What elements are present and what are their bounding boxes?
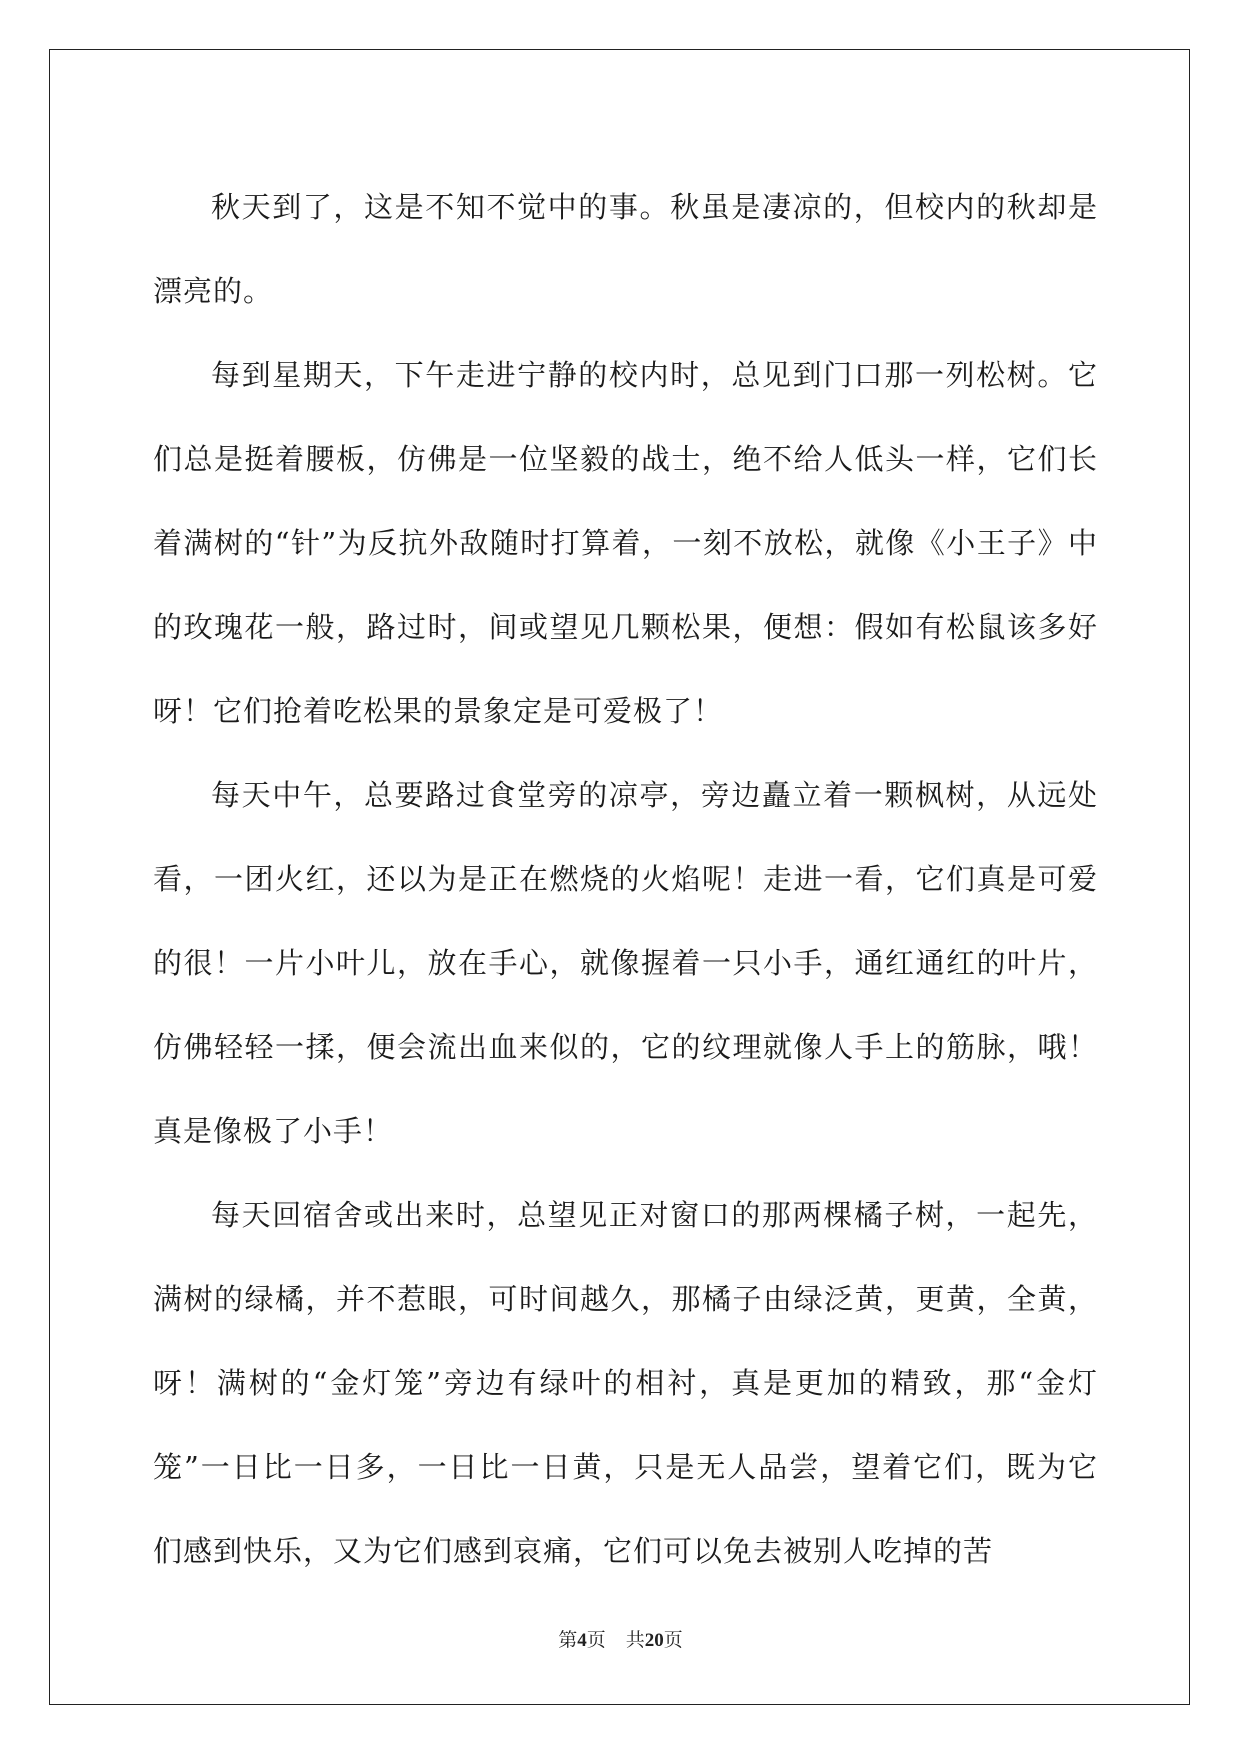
paragraph-4: 每天回宿舍或出来时，总望见正对窗口的那两棵橘子树，一起先，满树的绿橘，并不惹眼，可时间越久，那橘子由绿泛黄，更黄，全黄，呀！满树的“金灯笼”旁边有绿叶的相衬，真是更加的精致，那“金灯笼”一日比一日多，一日比一日黄，只是无人品尝，望着它们，既为它们感到快乐，又为它们感到哀痛，它们可以免去被别人吃掉的苦 xyxy=(153,1198,1098,1568)
page-suffix: 页 xyxy=(586,1630,606,1651)
total-pages: 20 xyxy=(644,1630,664,1651)
page-footer xyxy=(0,1625,1241,1652)
paragraph-3: 每天中午，总要路过食堂旁的凉亭，旁边矗立着一颗枫树，从远处看，一团火红，还以为是正在燃烧的火焰呢！走进一看，它们真是可爱的很！一片小叶儿，放在手心，就像握着一只小手，通红通红的叶片，仿佛轻轻一揉，便会流出血来似的，它的纹理就像人手上的筋脉，哦！真是像极了小手！ xyxy=(153,778,1098,1148)
paragraph-1: 秋天到了，这是不知不觉中的事。秋虽是凄凉的，但校内的秋却是漂亮的。 xyxy=(153,190,1098,308)
page-prefix: 第 xyxy=(558,1630,578,1651)
page-number: 4 xyxy=(577,1630,587,1651)
document-body xyxy=(153,165,1098,1593)
total-suffix: 页 xyxy=(663,1630,683,1651)
paragraph-2: 每到星期天，下午走进宁静的校内时，总见到门口那一列松树。它们总是挺着腰板，仿佛是一位坚毅的战士，绝不给人低头一样，它们长着满树的“针”为反抗外敌随时打算着，一刻不放松，就像《小王子》中的玫瑰花一般，路过时，间或望见几颗松果，便想：假如有松鼠该多好呀！它们抢着吃松果的景象定是可爱极了！ xyxy=(153,358,1098,728)
total-prefix: 共 xyxy=(625,1630,645,1651)
